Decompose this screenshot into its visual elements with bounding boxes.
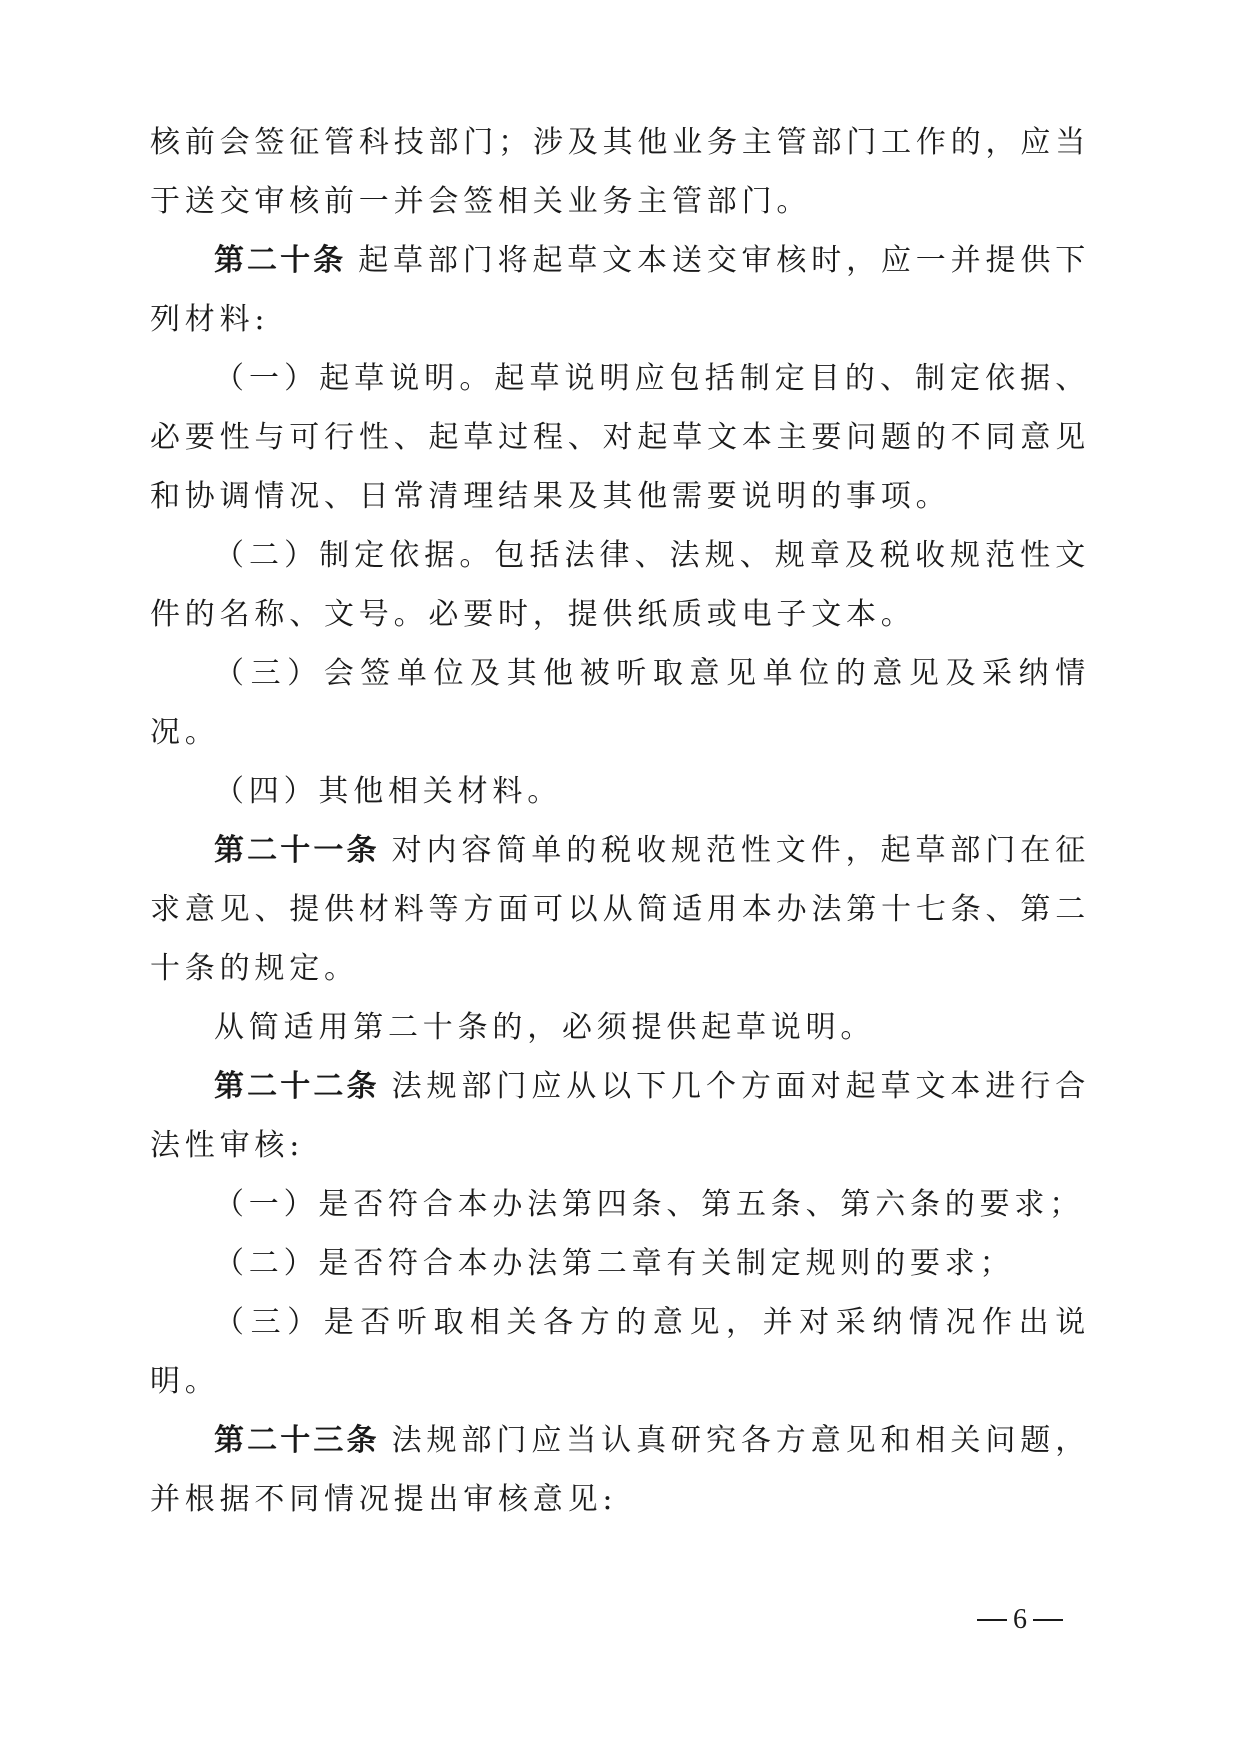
paragraph-text: （一）是否符合本办法第四条、第五条、第六条的要求； — [214, 1187, 1084, 1222]
dash-decoration — [1033, 1619, 1063, 1621]
article-heading: 第二十一条 — [214, 833, 380, 868]
list-item-paragraph — [150, 644, 1090, 762]
list-item-paragraph — [150, 1175, 1090, 1234]
paragraph-text: 起草部门将起草文本送交审核时，应一并提供下列材料: — [150, 243, 1090, 337]
article-heading: 第二十二条 — [214, 1069, 380, 1104]
paragraph — [150, 998, 1090, 1057]
list-item-paragraph — [150, 526, 1090, 644]
paragraph-text: （三）会签单位及其他被听取意见单位的意见及采纳情况。 — [150, 656, 1090, 750]
paragraph-text: （四）其他相关材料。 — [214, 774, 562, 809]
article-23-paragraph — [150, 1411, 1090, 1529]
article-21-paragraph — [150, 821, 1090, 998]
page-number-footer — [960, 1600, 1080, 1640]
article-heading: 第二十三条 — [214, 1423, 380, 1458]
paragraph-text: （一）起草说明。起草说明应包括制定目的、制定依据、必要性与可行性、起草过程、对起草文本主要问题的不同意见和协调情况、日常清理结果及其他需要说明的事项。 — [150, 361, 1090, 514]
article-heading: 第二十条 — [214, 243, 347, 278]
paragraph-text: 法规部门应从以下几个方面对起草文本进行合法性审核: — [150, 1069, 1090, 1163]
paragraph — [150, 113, 1090, 231]
dash-decoration — [977, 1619, 1007, 1621]
paragraph-text: 从简适用第二十条的，必须提供起草说明。 — [214, 1010, 876, 1045]
paragraph-text: 对内容简单的税收规范性文件，起草部门在征求意见、提供材料等方面可以从简适用本办法第十七条、第二十条的规定。 — [150, 833, 1090, 986]
paragraph-text: （三）是否听取相关各方的意见，并对采纳情况作出说明。 — [150, 1305, 1090, 1399]
list-item-paragraph — [150, 349, 1090, 526]
list-item-paragraph — [150, 1293, 1090, 1411]
list-item-paragraph — [150, 1234, 1090, 1293]
article-20-paragraph — [150, 231, 1090, 349]
list-item-paragraph — [150, 762, 1090, 821]
paragraph-text: 法规部门应当认真研究各方意见和相关问题，并根据不同情况提出审核意见: — [150, 1423, 1090, 1517]
document-body — [150, 113, 1090, 1529]
page-number: 6 — [1013, 1604, 1027, 1635]
paragraph-text: （二）制定依据。包括法律、法规、规章及税收规范性文件的名称、文号。必要时，提供纸质或电子文本。 — [150, 538, 1090, 632]
paragraph-text: 核前会签征管科技部门；涉及其他业务主管部门工作的，应当于送交审核前一并会签相关业务主管部门。 — [150, 125, 1090, 219]
paragraph-text: （二）是否符合本办法第二章有关制定规则的要求； — [214, 1246, 1015, 1281]
article-22-paragraph — [150, 1057, 1090, 1175]
